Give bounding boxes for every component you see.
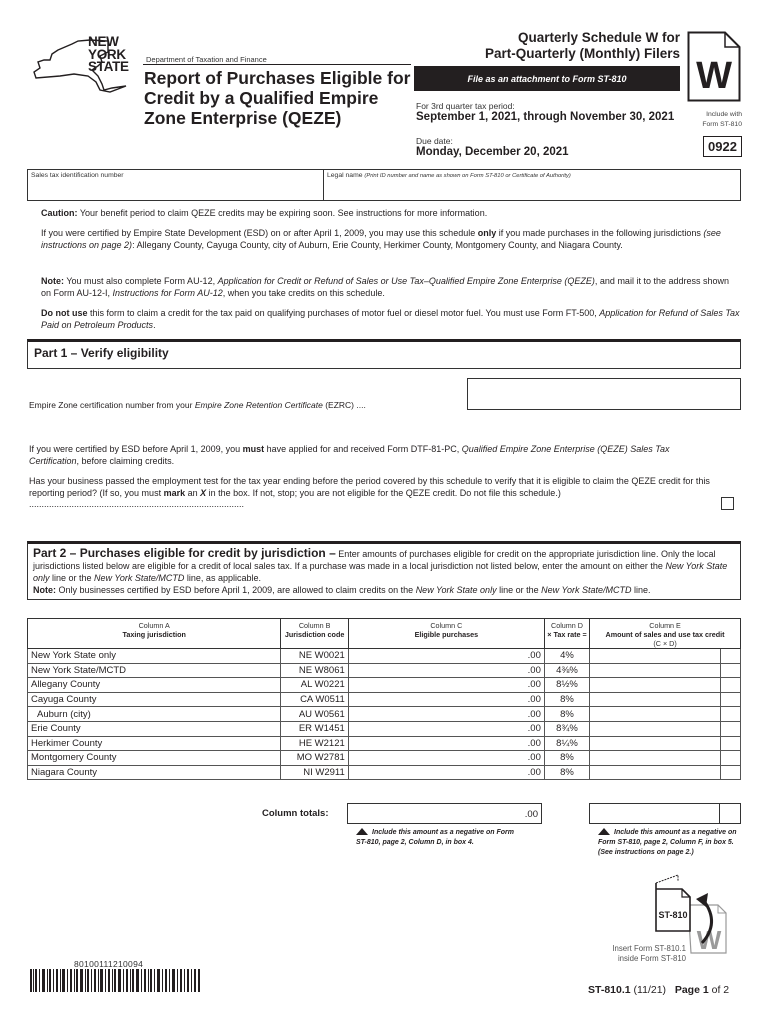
purchases-input[interactable]: .00 xyxy=(348,678,544,693)
credit-input[interactable] xyxy=(590,707,721,722)
sales-tax-id-label: Sales tax identification number xyxy=(31,172,124,179)
credit-input[interactable] xyxy=(590,765,721,780)
pre-2009-certification-text: If you were certified by ESD before April 1, 2009, you must have applied for and received Form DTF-81-PC, Qualified Empire Zone Enterprise (QEZE) Sales Tax Certification, before claiming credits. xyxy=(29,444,670,466)
credit-cents-input[interactable] xyxy=(720,721,740,736)
credit-cents-input[interactable] xyxy=(720,736,740,751)
legal-name-field[interactable] xyxy=(324,170,740,200)
due-date-value: Monday, December 20, 2021 xyxy=(416,146,569,158)
credit-cents-input[interactable] xyxy=(720,751,740,766)
motor-fuel-note: Do not use this form to claim a credit for the tax paid on qualifying purchases of motor fuel or diesel motor fuel. You must use Form FT-500, Application for Refund of Sales Tax Paid on Petroleum Products. xyxy=(41,308,740,330)
total-purchases-note: Include this amount as a negative on Form ST-810, page 2, Column D, in box 4. xyxy=(356,829,514,846)
form-code: 0922 xyxy=(703,136,742,157)
jurisdiction-table xyxy=(27,618,741,780)
certification-text: If you were certified by Empire State Development (ESD) on or after April 1, 2009, you may use this schedule only if you made purchases in the following jurisdictions (see instructions on page 2): Allegany County, Cayuga County, city of Auburn, Erie County, Herkimer County, Montgomery County, and Niagara County. xyxy=(41,228,721,250)
svg-text:W: W xyxy=(696,55,732,97)
table-row: Allegany County AL W0221 .00 8½% xyxy=(28,678,741,693)
form-w-document-icon xyxy=(687,31,741,102)
period-value: September 1, 2021, through November 30, 2021 xyxy=(416,111,675,123)
due-date-label: Due date: xyxy=(416,136,453,146)
purchases-input[interactable]: .00 xyxy=(348,649,544,664)
triangle-up-icon xyxy=(356,828,368,835)
barcode-number: 80100111210094 xyxy=(74,959,144,969)
purchases-input[interactable]: .00 xyxy=(348,663,544,678)
period-label: For 3rd quarter tax period: xyxy=(416,101,515,111)
credit-input[interactable] xyxy=(590,663,721,678)
form-title: Report of Purchases Eligible for Credit by a Qualified Empire Zone Enterprise (QEZE) xyxy=(144,68,411,128)
credit-cents-input[interactable] xyxy=(720,765,740,780)
credit-input[interactable] xyxy=(590,692,721,707)
divider xyxy=(143,64,411,65)
form-id: ST-810.1 xyxy=(588,984,631,996)
credit-cents-input[interactable] xyxy=(720,692,740,707)
total-purchases-input[interactable]: .00 xyxy=(347,803,542,824)
credit-input[interactable] xyxy=(590,751,721,766)
barcode-icon xyxy=(30,969,200,992)
credit-input[interactable] xyxy=(590,721,721,736)
taxpayer-id-row xyxy=(27,169,741,201)
nys-logo-text: NEW YORK STATE xyxy=(88,34,129,74)
column-b-header: Column B Jurisdiction code xyxy=(281,619,348,649)
table-row: Auburn (city) AU W0561 .00 8% xyxy=(28,707,741,722)
credit-input[interactable] xyxy=(590,678,721,693)
insert-instruction: Insert Form ST-810.1 inside Form ST-810 xyxy=(612,944,686,963)
triangle-up-icon xyxy=(598,828,610,835)
form-revision: (11/21) xyxy=(633,984,667,996)
page-number: 1 xyxy=(702,984,709,996)
table-row: Erie County ER W1451 .00 8¾% xyxy=(28,721,741,736)
legal-name-label: Legal name xyxy=(327,172,363,179)
column-a-header: Column A Taxing jurisdiction xyxy=(28,619,281,649)
total-credit-input[interactable] xyxy=(589,803,741,824)
ezrc-label: Empire Zone certification number from your Empire Zone Retention Certificate (EZRC) .... xyxy=(29,400,366,410)
attachment-banner: File as an attachment to Form ST-810 xyxy=(414,66,680,91)
sales-tax-id-field[interactable] xyxy=(28,170,324,200)
purchases-input[interactable]: .00 xyxy=(348,707,544,722)
credit-cents-input[interactable] xyxy=(720,663,740,678)
department-name: Department of Taxation and Finance xyxy=(146,55,267,64)
credit-cents-input[interactable] xyxy=(720,649,740,664)
part2-heading: Part 2 – Purchases eligible for credit by jurisdiction – Enter amounts of purchases eligible for credit on the appropriate jurisdiction line. Only the local jurisdictions listed below are eligible for a credit of local sales tax. If a purchase was made in a local jurisdiction not listed below, enter the amount on either the New York State only line or the New York State/MCTD line, as applicable. Note: Only businesses certified by ESD before April 1, 2009, are allowed to claim credits on the New York State only line or the New York State/MCTD line. xyxy=(27,541,741,600)
table-row: Herkimer County HE W2121 .00 8¼% xyxy=(28,736,741,751)
table-row: Cayuga County CA W0511 .00 8% xyxy=(28,692,741,707)
column-d-header: Column D × Tax rate = xyxy=(544,619,589,649)
multiply-sign-icon: × xyxy=(547,630,552,639)
table-row: New York State/MCTD NE W8061 .00 4⅜% xyxy=(28,663,741,678)
table-row: New York State only NE W0021 .00 4% xyxy=(28,649,741,664)
part1-heading: Part 1 – Verify eligibility xyxy=(27,339,741,369)
table-header-row xyxy=(28,619,741,649)
column-c-header: Column C Eligible purchases xyxy=(348,619,544,649)
credit-input[interactable] xyxy=(590,736,721,751)
purchases-input[interactable]: .00 xyxy=(348,736,544,751)
credit-cents-input[interactable] xyxy=(720,678,740,693)
au12-note: Note: You must also complete Form AU-12, Application for Credit or Refund of Sales or Use Tax–Qualified Empire Zone Enterprise (QEZE), and mail it to the address shown on Form AU-12-I, Instructions for Form AU-12, when you take credits on this schedule. xyxy=(41,276,729,298)
employment-test-checkbox[interactable] xyxy=(721,497,734,510)
form-footer: ST-810.1 (11/21) Page 1 of 2 xyxy=(588,984,730,996)
schedule-title: Quarterly Schedule W for Part-Quarterly (Monthly) Filers xyxy=(484,30,680,61)
purchases-input[interactable]: .00 xyxy=(348,751,544,766)
total-credit-note: Include this amount as a negative on Form ST-810, page 2, Column F, in box 5. (See instructions on page 2.) xyxy=(598,829,737,856)
caution-text: Caution: Your benefit period to claim QEZE credits may be expiring soon. See instructions for more information. xyxy=(41,208,488,218)
equals-sign-icon: = xyxy=(582,630,587,639)
legal-name-hint: (Print ID number and name as shown on Form ST-810 or Certificate of Authority) xyxy=(364,173,571,179)
table-row: Montgomery County MO W2781 .00 8% xyxy=(28,751,741,766)
purchases-input[interactable]: .00 xyxy=(348,765,544,780)
credit-input[interactable] xyxy=(590,649,721,664)
purchases-input[interactable]: .00 xyxy=(348,721,544,736)
ezrc-number-input[interactable] xyxy=(467,378,741,410)
include-with-note: Include with Form ST-810 xyxy=(702,111,742,128)
table-row: Niagara County NI W2911 .00 8% xyxy=(28,765,741,780)
credit-cents-input[interactable] xyxy=(720,707,740,722)
purchases-input[interactable]: .00 xyxy=(348,692,544,707)
column-e-header: Column E Amount of sales and use tax credit (C × D) xyxy=(590,619,741,649)
employment-test-question: Has your business passed the employment test for the tax year ending before the period covered by this schedule to verify that it is eligible to claim the QEZE credit for this reporting period? (If so, you must mark an X in the box. If not, stop; you are not eligible for the QEZE credit. Do not file this schedule.) ...................................................................................... xyxy=(29,476,710,509)
svg-text:W: W xyxy=(696,925,722,955)
column-totals-label: Column totals: xyxy=(262,808,329,819)
svg-text:ST-810: ST-810 xyxy=(658,910,688,920)
